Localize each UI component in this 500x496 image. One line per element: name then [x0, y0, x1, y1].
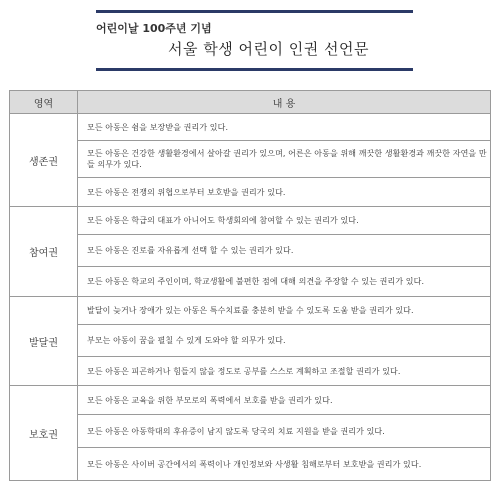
table-cell: 모든 아동은 쉼을 보장받을 권리가 있다.	[78, 114, 491, 141]
table-cell: 부모는 아동이 꿈을 펼칠 수 있게 도와야 할 의무가 있다.	[78, 325, 491, 357]
domain-survival: 생존권	[10, 114, 78, 207]
table-header-row	[10, 91, 491, 114]
table-cell: 모든 아동은 사이버 공간에서의 폭력이나 개인정보와 사생활 침해로부터 보호받을 권리가 있다.	[78, 448, 491, 481]
table-row	[10, 267, 491, 297]
table-row	[10, 415, 491, 448]
table-cell: 모든 아동은 학급의 대표가 아니어도 학생회의에 참여할 수 있는 권리가 있다.	[78, 207, 491, 235]
table-cell: 모든 아동은 학교의 주인이며, 학교생활에 불편한 점에 대해 의견을 주장할 수 있는 권리가 있다.	[78, 267, 491, 297]
table-row	[10, 178, 491, 207]
column-header-content: 내 용	[78, 91, 491, 114]
document-header	[0, 0, 500, 78]
table-row	[10, 448, 491, 481]
table-row	[10, 207, 491, 235]
domain-protection: 보호권	[10, 386, 78, 481]
domain-development: 발달권	[10, 297, 78, 386]
table-cell: 모든 아동은 진로를 자유롭게 선택 할 수 있는 권리가 있다.	[78, 235, 491, 267]
table-row	[10, 235, 491, 267]
table-cell: 모든 아동은 건강한 생활환경에서 살아갈 권리가 있으며, 어른은 아동을 위해 깨끗한 생활환경과 깨끗한 자연을 만들 의무가 있다.	[78, 141, 491, 178]
table-row	[10, 141, 491, 178]
table-cell: 모든 아동은 피곤하거나 힘들지 않을 정도로 공부를 스스로 계획하고 조절할 권리가 있다.	[78, 357, 491, 386]
table-row	[10, 297, 491, 325]
table-cell: 발달이 늦거나 장애가 있는 아동은 특수치료를 충분히 받을 수 있도록 도움 받을 권리가 있다.	[78, 297, 491, 325]
header-bottom-rule	[96, 68, 413, 71]
table-cell: 모든 아동은 전쟁의 위협으로부터 보호받을 권리가 있다.	[78, 178, 491, 207]
header-subtitle: 어린이날 100주년 기념	[96, 22, 212, 35]
table-row	[10, 386, 491, 415]
rights-table	[9, 90, 491, 481]
column-header-domain: 영역	[10, 91, 78, 114]
table-row	[10, 114, 491, 141]
domain-participation: 참여권	[10, 207, 78, 297]
document-title: 서울 학생 어린이 인권 선언문	[168, 40, 369, 58]
table-row	[10, 357, 491, 386]
table-cell: 모든 아동은 교육을 위한 부모로의 폭력에서 보호를 받을 권리가 있다.	[78, 386, 491, 415]
table-row	[10, 325, 491, 357]
table-cell: 모든 아동은 아동학대의 후유증이 남지 않도록 당국의 치료 지원을 받을 권리가 있다.	[78, 415, 491, 448]
header-top-rule	[96, 10, 413, 13]
